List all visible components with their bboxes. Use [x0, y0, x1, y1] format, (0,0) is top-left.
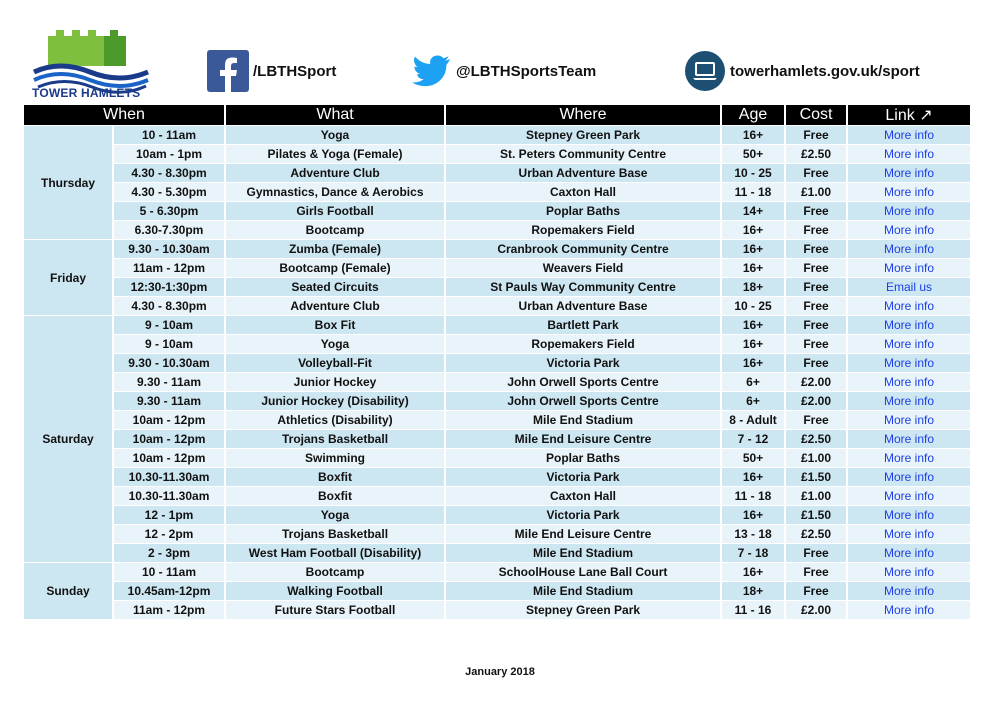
activity-location: Stepney Green Park [446, 126, 720, 144]
activity-link[interactable]: More info [848, 430, 970, 448]
activity-name: Bootcamp (Female) [226, 259, 444, 277]
activity-name: Zumba (Female) [226, 240, 444, 258]
activity-location: John Orwell Sports Centre [446, 392, 720, 410]
table-row [24, 392, 970, 410]
activity-time: 4.30 - 8.30pm [114, 164, 224, 182]
activity-name: Girls Football [226, 202, 444, 220]
activity-link[interactable]: More info [848, 449, 970, 467]
activity-cost: Free [786, 563, 846, 581]
activity-cost: Free [786, 164, 846, 182]
activity-name: Yoga [226, 335, 444, 353]
twitter-text: @LBTHSportsTeam [456, 62, 597, 80]
activity-cost: Free [786, 544, 846, 562]
activity-time: 11am - 12pm [114, 601, 224, 619]
activity-name: Future Stars Football [226, 601, 444, 619]
activity-location: Mile End Stadium [446, 582, 720, 600]
day-cell: Thursday [24, 126, 112, 239]
activity-name: Walking Football [226, 582, 444, 600]
activity-time: 4.30 - 5.30pm [114, 183, 224, 201]
activity-link[interactable]: More info [848, 582, 970, 600]
activity-age: 16+ [722, 316, 784, 334]
table-row [24, 354, 970, 372]
activity-link[interactable]: More info [848, 145, 970, 163]
activity-location: John Orwell Sports Centre [446, 373, 720, 391]
activity-time: 12:30-1:30pm [114, 278, 224, 296]
activity-link[interactable]: More info [848, 506, 970, 524]
activity-time: 10.30-11.30am [114, 487, 224, 505]
table-row [24, 582, 970, 600]
activity-cost: Free [786, 221, 846, 239]
activity-link[interactable]: More info [848, 468, 970, 486]
activity-age: 16+ [722, 354, 784, 372]
table-row [24, 259, 970, 277]
activity-link[interactable]: More info [848, 335, 970, 353]
twitter-handle[interactable] [410, 50, 596, 92]
activity-name: Junior Hockey [226, 373, 444, 391]
activity-age: 16+ [722, 563, 784, 581]
activity-link[interactable]: More info [848, 240, 970, 258]
activity-name: Junior Hockey (Disability) [226, 392, 444, 410]
table-row [24, 506, 970, 524]
activity-name: Athletics (Disability) [226, 411, 444, 429]
activity-name: Bootcamp [226, 563, 444, 581]
day-cell: Sunday [24, 563, 112, 619]
facebook-text: /LBTHSport [253, 62, 337, 80]
table-row [24, 544, 970, 562]
activity-location: Victoria Park [446, 506, 720, 524]
activity-time: 9.30 - 10.30am [114, 240, 224, 258]
activity-time: 10am - 1pm [114, 145, 224, 163]
table-row [24, 373, 970, 391]
activity-time: 4.30 - 8.30pm [114, 297, 224, 315]
activity-location: Urban Adventure Base [446, 297, 720, 315]
activity-link[interactable]: More info [848, 411, 970, 429]
activity-age: 11 - 16 [722, 601, 784, 619]
activity-name: Bootcamp [226, 221, 444, 239]
activity-time: 9 - 10am [114, 316, 224, 334]
logo-text: TOWER HAMLETS [32, 86, 141, 100]
table-row [24, 297, 970, 315]
activity-age: 11 - 18 [722, 487, 784, 505]
activity-link[interactable]: More info [848, 487, 970, 505]
table-header-row [24, 105, 970, 125]
activity-location: Bartlett Park [446, 316, 720, 334]
activity-name: Seated Circuits [226, 278, 444, 296]
activity-cost: £2.00 [786, 373, 846, 391]
activity-location: St Pauls Way Community Centre [446, 278, 720, 296]
activity-age: 10 - 25 [722, 164, 784, 182]
activity-age: 50+ [722, 145, 784, 163]
column-header-cost: Cost [786, 105, 846, 125]
table-row [24, 240, 970, 258]
activity-location: Urban Adventure Base [446, 164, 720, 182]
twitter-bird-icon [410, 50, 452, 92]
table-row [24, 525, 970, 543]
column-header-what: What [226, 105, 444, 125]
activity-time: 9.30 - 11am [114, 392, 224, 410]
activity-name: West Ham Football (Disability) [226, 544, 444, 562]
activity-age: 10 - 25 [722, 297, 784, 315]
activity-name: Pilates & Yoga (Female) [226, 145, 444, 163]
activity-link[interactable]: More info [848, 297, 970, 315]
table-row [24, 145, 970, 163]
activity-age: 11 - 18 [722, 183, 784, 201]
activity-cost: Free [786, 411, 846, 429]
activity-age: 7 - 18 [722, 544, 784, 562]
activity-time: 9.30 - 11am [114, 373, 224, 391]
table-row [24, 430, 970, 448]
activity-link[interactable]: More info [848, 126, 970, 144]
activity-link[interactable]: Email us [848, 278, 970, 296]
activity-time: 10.30-11.30am [114, 468, 224, 486]
activity-cost: Free [786, 316, 846, 334]
activity-cost: £2.00 [786, 392, 846, 410]
activity-cost: £1.50 [786, 506, 846, 524]
table-row [24, 316, 970, 334]
activity-link[interactable]: More info [848, 221, 970, 239]
activity-location: SchoolHouse Lane Ball Court [446, 563, 720, 581]
activity-location: Cranbrook Community Centre [446, 240, 720, 258]
activity-age: 18+ [722, 278, 784, 296]
activity-time: 10 - 11am [114, 126, 224, 144]
activity-name: Adventure Club [226, 297, 444, 315]
facebook-icon [207, 50, 249, 92]
activity-age: 6+ [722, 373, 784, 391]
activity-location: Victoria Park [446, 468, 720, 486]
activity-link[interactable]: More info [848, 164, 970, 182]
day-cell: Friday [24, 240, 112, 315]
activity-location: Caxton Hall [446, 183, 720, 201]
activity-location: Mile End Leisure Centre [446, 525, 720, 543]
activity-link[interactable]: More info [848, 563, 970, 581]
activity-cost: Free [786, 278, 846, 296]
activity-cost: Free [786, 240, 846, 258]
table-row [24, 449, 970, 467]
activity-cost: Free [786, 354, 846, 372]
column-header-when: When [24, 105, 224, 125]
activity-time: 10am - 12pm [114, 430, 224, 448]
table-row [24, 468, 970, 486]
activity-location: Ropemakers Field [446, 335, 720, 353]
table-row [24, 164, 970, 182]
activity-link[interactable]: More info [848, 392, 970, 410]
activity-time: 11am - 12pm [114, 259, 224, 277]
activity-location: St. Peters Community Centre [446, 145, 720, 163]
activity-age: 13 - 18 [722, 525, 784, 543]
activity-time: 10.45am-12pm [114, 582, 224, 600]
activity-time: 9 - 10am [114, 335, 224, 353]
activity-location: Ropemakers Field [446, 221, 720, 239]
timetable-body [24, 126, 970, 619]
table-row [24, 601, 970, 619]
table-row [24, 126, 970, 144]
activity-name: Boxfit [226, 468, 444, 486]
activity-location: Weavers Field [446, 259, 720, 277]
activity-age: 16+ [722, 506, 784, 524]
table-row [24, 202, 970, 220]
website-text: towerhamlets.gov.uk/sport [730, 62, 920, 80]
activity-age: 16+ [722, 468, 784, 486]
activity-age: 50+ [722, 449, 784, 467]
activity-cost: Free [786, 259, 846, 277]
activity-link[interactable]: More info [848, 316, 970, 334]
activity-location: Victoria Park [446, 354, 720, 372]
activity-link[interactable]: More info [848, 202, 970, 220]
activity-cost: £1.00 [786, 183, 846, 201]
activity-link[interactable]: More info [848, 259, 970, 277]
activity-cost: £1.00 [786, 449, 846, 467]
table-row [24, 221, 970, 239]
activity-cost: Free [786, 126, 846, 144]
activity-location: Mile End Leisure Centre [446, 430, 720, 448]
activity-location: Mile End Stadium [446, 544, 720, 562]
activity-time: 6.30-7.30pm [114, 221, 224, 239]
activity-cost: Free [786, 582, 846, 600]
activity-name: Volleyball-Fit [226, 354, 444, 372]
activity-cost: £2.50 [786, 430, 846, 448]
activity-name: Trojans Basketball [226, 525, 444, 543]
activity-name: Yoga [226, 506, 444, 524]
table-row [24, 335, 970, 353]
activity-time: 12 - 1pm [114, 506, 224, 524]
activity-age: 6+ [722, 392, 784, 410]
column-header-link: Link ↗ [848, 105, 970, 125]
footer-date: January 2018 [465, 666, 535, 678]
activity-cost: £2.50 [786, 525, 846, 543]
column-header-age: Age [722, 105, 784, 125]
activity-cost: Free [786, 202, 846, 220]
activity-age: 18+ [722, 582, 784, 600]
activity-time: 5 - 6.30pm [114, 202, 224, 220]
activity-cost: £2.50 [786, 145, 846, 163]
activity-name: Swimming [226, 449, 444, 467]
activity-name: Adventure Club [226, 164, 444, 182]
table-row [24, 411, 970, 429]
activity-link[interactable]: More info [848, 183, 970, 201]
activity-name: Boxfit [226, 487, 444, 505]
activity-time: 10am - 12pm [114, 449, 224, 467]
activity-location: Caxton Hall [446, 487, 720, 505]
activity-name: Gymnastics, Dance & Aerobics [226, 183, 444, 201]
activity-location: Stepney Green Park [446, 601, 720, 619]
activity-time: 9.30 - 10.30am [114, 354, 224, 372]
table-row [24, 183, 970, 201]
activity-age: 16+ [722, 221, 784, 239]
column-header-where: Where [446, 105, 720, 125]
activity-age: 8 - Adult [722, 411, 784, 429]
activity-cost: Free [786, 335, 846, 353]
activity-cost: Free [786, 297, 846, 315]
activity-name: Yoga [226, 126, 444, 144]
activity-time: 10 - 11am [114, 563, 224, 581]
activity-timetable [22, 104, 972, 620]
activity-time: 2 - 3pm [114, 544, 224, 562]
activity-age: 16+ [722, 335, 784, 353]
activity-location: Poplar Baths [446, 202, 720, 220]
day-cell: Saturday [24, 316, 112, 562]
activity-link[interactable]: More info [848, 354, 970, 372]
activity-time: 10am - 12pm [114, 411, 224, 429]
activity-link[interactable]: More info [848, 373, 970, 391]
activity-age: 14+ [722, 202, 784, 220]
activity-age: 7 - 12 [722, 430, 784, 448]
activity-age: 16+ [722, 259, 784, 277]
activity-link[interactable]: More info [848, 525, 970, 543]
activity-location: Mile End Stadium [446, 411, 720, 429]
activity-time: 12 - 2pm [114, 525, 224, 543]
activity-name: Box Fit [226, 316, 444, 334]
laptop-icon [684, 50, 726, 92]
activity-cost: £2.00 [786, 601, 846, 619]
table-row [24, 278, 970, 296]
facebook-handle[interactable] [207, 50, 336, 92]
activity-cost: £1.50 [786, 468, 846, 486]
activity-cost: £1.00 [786, 487, 846, 505]
activity-age: 16+ [722, 240, 784, 258]
activity-link[interactable]: More info [848, 601, 970, 619]
table-row [24, 487, 970, 505]
activity-location: Poplar Baths [446, 449, 720, 467]
website-link[interactable] [684, 50, 920, 92]
activity-age: 16+ [722, 126, 784, 144]
activity-link[interactable]: More info [848, 544, 970, 562]
activity-name: Trojans Basketball [226, 430, 444, 448]
table-row [24, 563, 970, 581]
